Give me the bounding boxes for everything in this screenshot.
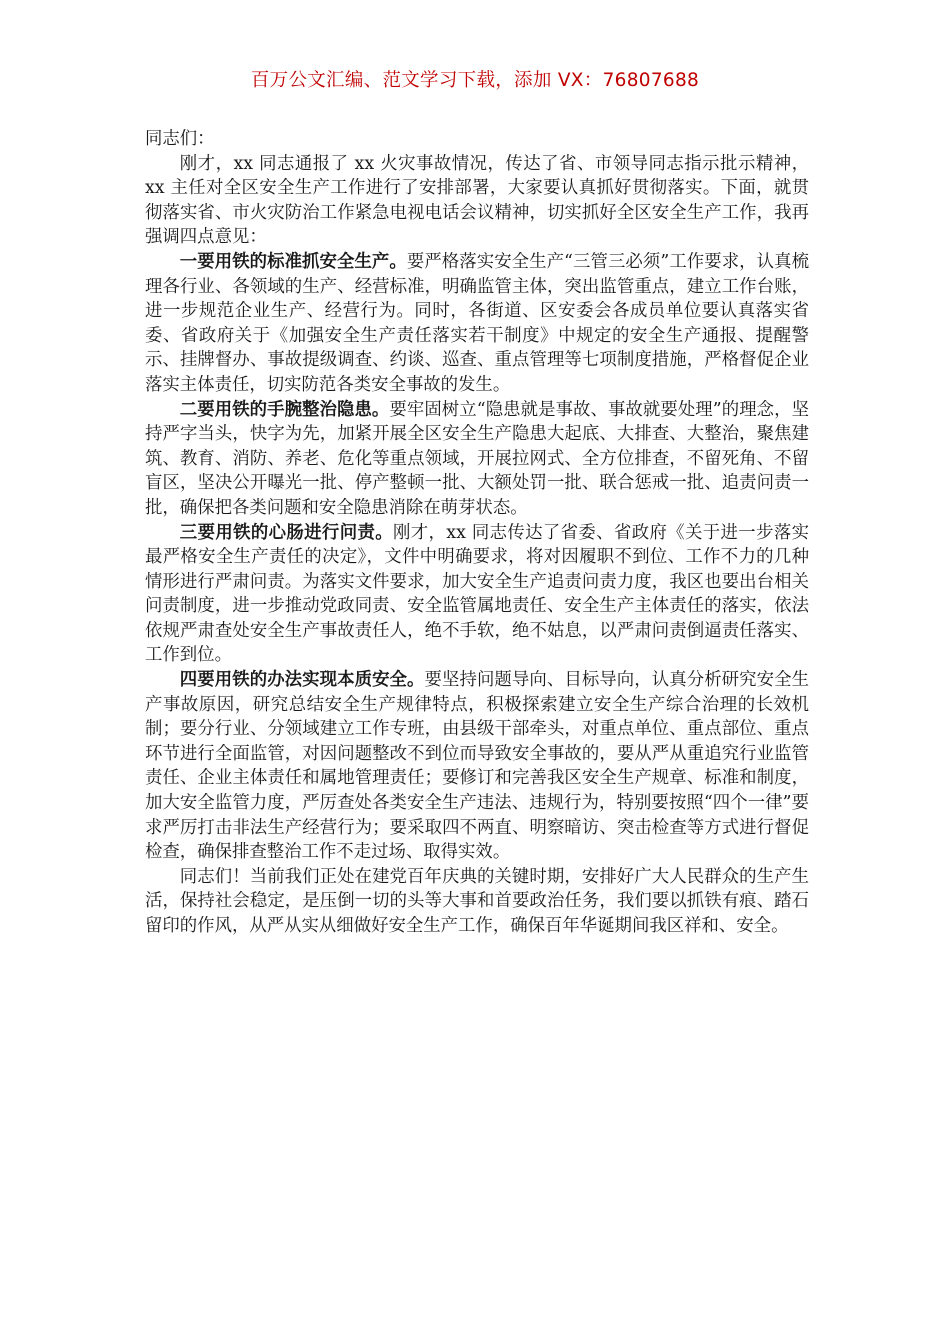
- salutation: 同志们：: [145, 129, 215, 149]
- header-banner-text: 百万公文汇编、范文学习下载，添加 VX：76807688: [250, 70, 700, 91]
- header-banner: [0, 66, 950, 92]
- point-heading-1: 一要用铁的标准抓安全生产。: [179, 251, 407, 272]
- point-paragraph-1: [145, 250, 809, 398]
- point-body-2: 要牢固树立“隐患就是事故、事故就要处理”的理念，坚持严字当头，快字为先，加紧开展全区安全生产隐患大起底、大排查、大整治，聚焦建筑、教育、消防、养老、危化等重点领域，开展拉网式、全方位排查，不留死角、不留盲区，坚决公开曝光一批、停产整顿一批、大额处罚一批、联合惩戒一批、追责问责一批，确保把各类问题和安全隐患消除在萌芽状态。: [145, 399, 809, 518]
- point-body-3: 刚才，xx 同志传达了省委、省政府《关于进一步落实最严格安全生产责任的决定》，文件中明确要求，将对因履职不到位、工作不力的几种情形进行严肃问责。为落实文件要求，加大安全生产追责问责力度，我区也要出台相关问责制度，进一步推动党政同责、安全监管属地责任、安全生产主体责任的落实，依法依规严肃查处安全生产事故责任人，绝不手软，绝不姑息，以严肃问责倒逼责任落实、工作到位。: [145, 522, 809, 666]
- point-body-4: 要坚持问题导向、目标导向，认真分析研究安全生产事故原因，研究总结安全生产规律特点，积极探索建立安全生产综合治理的长效机制；要分行业、分领域建立工作专班，由县级干部牵头，对重点单位、重点部位、重点环节进行全面监管，对因问题整改不到位而导致安全事故的，要从严从重追究行业监管责任、企业主体责任和属地管理责任；要修订和完善我区安全生产规章、标准和制度，加大安全监管力度，严厉查处各类安全生产违法、违规行为，特别要按照“四个一律”要求严厉打击非法生产经营行为；要采取四不两直、明察暗访、突击检查等方式进行督促检查，确保排查整治工作不走过场、取得实效。: [145, 670, 809, 863]
- point-paragraph-2: [145, 398, 809, 521]
- point-heading-3: 三要用铁的心肠进行问责。: [179, 522, 393, 543]
- intro-paragraph: 刚才，xx 同志通报了 xx 火灾事故情况，传达了省、市领导同志指示批示精神，xx 主任对全区安全生产工作进行了安排部署，大家要认真抓好贯彻落实。下面，就贯彻落实省、市火灾防治工作紧急电视电话会议精神，切实抓好全区安全生产工作，我再强调四点意见：: [145, 153, 809, 248]
- closing-paragraph: 同志们！当前我们正处在建党百年庆典的关键时期，安排好广大人民群众的生产生活，保持社会稳定，是压倒一切的头等大事和首要政治任务，我们要以抓铁有痕、踏石留印的作风，从严从实从细做好安全生产工作，确保百年华诞期间我区祥和、安全。: [145, 866, 809, 936]
- point-body-1: 要严格落实安全生产“三管三必须”工作要求，认真梳理各行业、各领域的生产、经营标准，明确监管主体，突出监管重点，建立工作台账，进一步规范企业生产、经营行为。同时，各街道、区安委会各成员单位要认真落实省委、省政府关于《加强安全生产责任落实若干制度》中规定的安全生产通报、提醒警示、挂牌督办、事故提级调查、约谈、巡查、重点管理等七项制度措施，严格督促企业落实主体责任，切实防范各类安全事故的发生。: [145, 251, 809, 395]
- point-paragraph-3: [145, 521, 809, 669]
- point-heading-4: 四要用铁的办法实现本质安全。: [179, 670, 425, 691]
- point-paragraph-4: [145, 668, 809, 865]
- point-heading-2: 二要用铁的手腕整治隐患。: [179, 399, 390, 420]
- document-body: [145, 127, 809, 939]
